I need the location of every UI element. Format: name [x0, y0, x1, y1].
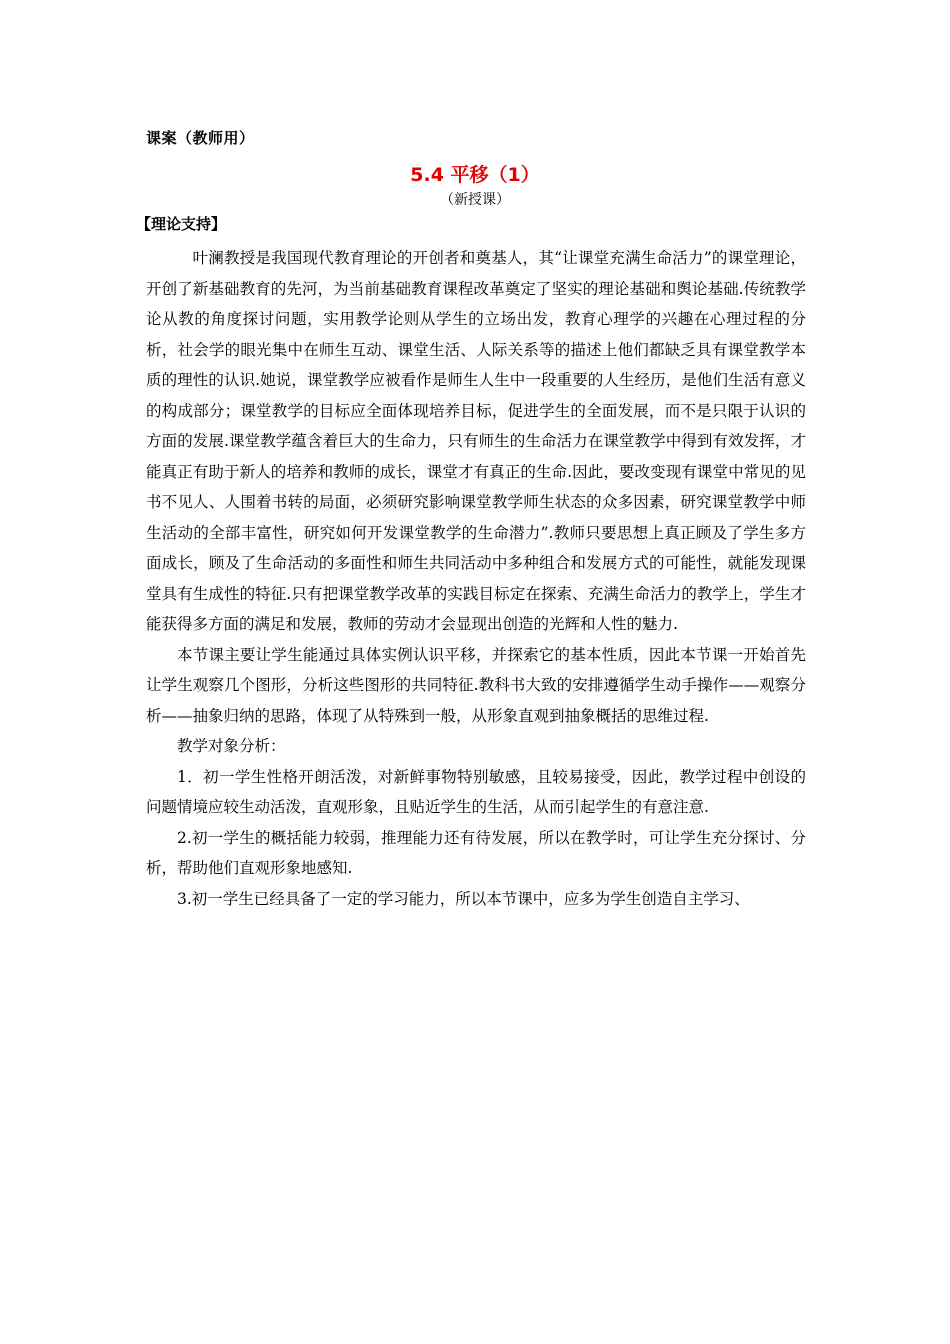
paragraph-point-1: 1．初一学生性格开朗活泼，对新鲜事物特别敏感，且较易接受，因此，教学过程中创设的问题情境应较生动活泼，直观形象，且贴近学生的生活，从而引起学生的有意注意.: [146, 767, 806, 816]
section-heading: 【理论支持】: [136, 215, 227, 233]
paragraph-audience-heading: 教学对象分析：: [177, 737, 286, 755]
paragraph-theory: 叶澜教授是我国现代教育理论的开创者和奠基人，其“让课堂充满生命活力”的课堂理论，开创了新基础教育的先河，为当前基础教育课程改革奠定了坚实的理论基础和舆论基础.传统教学论从教的角度探讨问题，实用教学论则从学生的立场出发，教育心理学的兴趣在心理过程的分析，社会学的眼光集中在师生互动、课堂生活、人际关系等的描述上他们都缺乏具有课堂教学本质的理性的认识.她说，课堂教学应被看作是师生人生中一段重要的人生经历，是他们生活有意义的构成部分；课堂教学的目标应全面体现培养目标，促进学生的全面发展，而不是只限于认识的方面的发展.课堂教学蕴含着巨大的生命力，只有师生的生命活力在课堂教学中得到有效发挥，才能真正有助于新人的培养和教师的成长，课堂才有真正的生命.因此，要改变现有课堂中常见的见书不见人、人围着书转的局面，必须研究影响课堂教学师生状态的众多因素，研究课堂教学中师生活动的全部丰富性，研究如何开发课堂教学的生命潜力”.教师只要思想上真正顾及了学生多方面成长，顾及了生命活动的多面性和师生共同活动中多种组合和发展方式的可能性，就能发现课堂具有生成性的特征.只有把课堂教学改革的实践目标定在探索、充满生命活力的教学上，学生才能获得多方面的满足和发展，教师的劳动才会显现出创造的光辉和人性的魅力.: [146, 249, 806, 633]
document-body: [146, 243, 806, 914]
document-label: 课案（教师用）: [146, 129, 255, 147]
paragraph-point-2: 2.初一学生的概括能力较弱，推理能力还有待发展，所以在教学时，可让学生充分探讨、分析，帮助他们直观形象地感知.: [146, 828, 806, 877]
paragraph-lesson-intro: 本节课主要让学生能通过具体实例认识平移，并探索它的基本性质，因此本节课一开始首先让学生观察几个图形，分析这些图形的共同特征.教科书大致的安排遵循学生动手操作——观察分析——抽象归纳的思路，体现了从特殊到一般，从形象直观到抽象概括的思维过程.: [146, 645, 806, 725]
lesson-title: 5.4 平移（1）: [410, 164, 540, 186]
lesson-subtitle: （新授课）: [440, 192, 510, 208]
paragraph-point-3: 3.初一学生已经具备了一定的学习能力，所以本节课中，应多为学生创造自主学习、: [177, 889, 750, 908]
